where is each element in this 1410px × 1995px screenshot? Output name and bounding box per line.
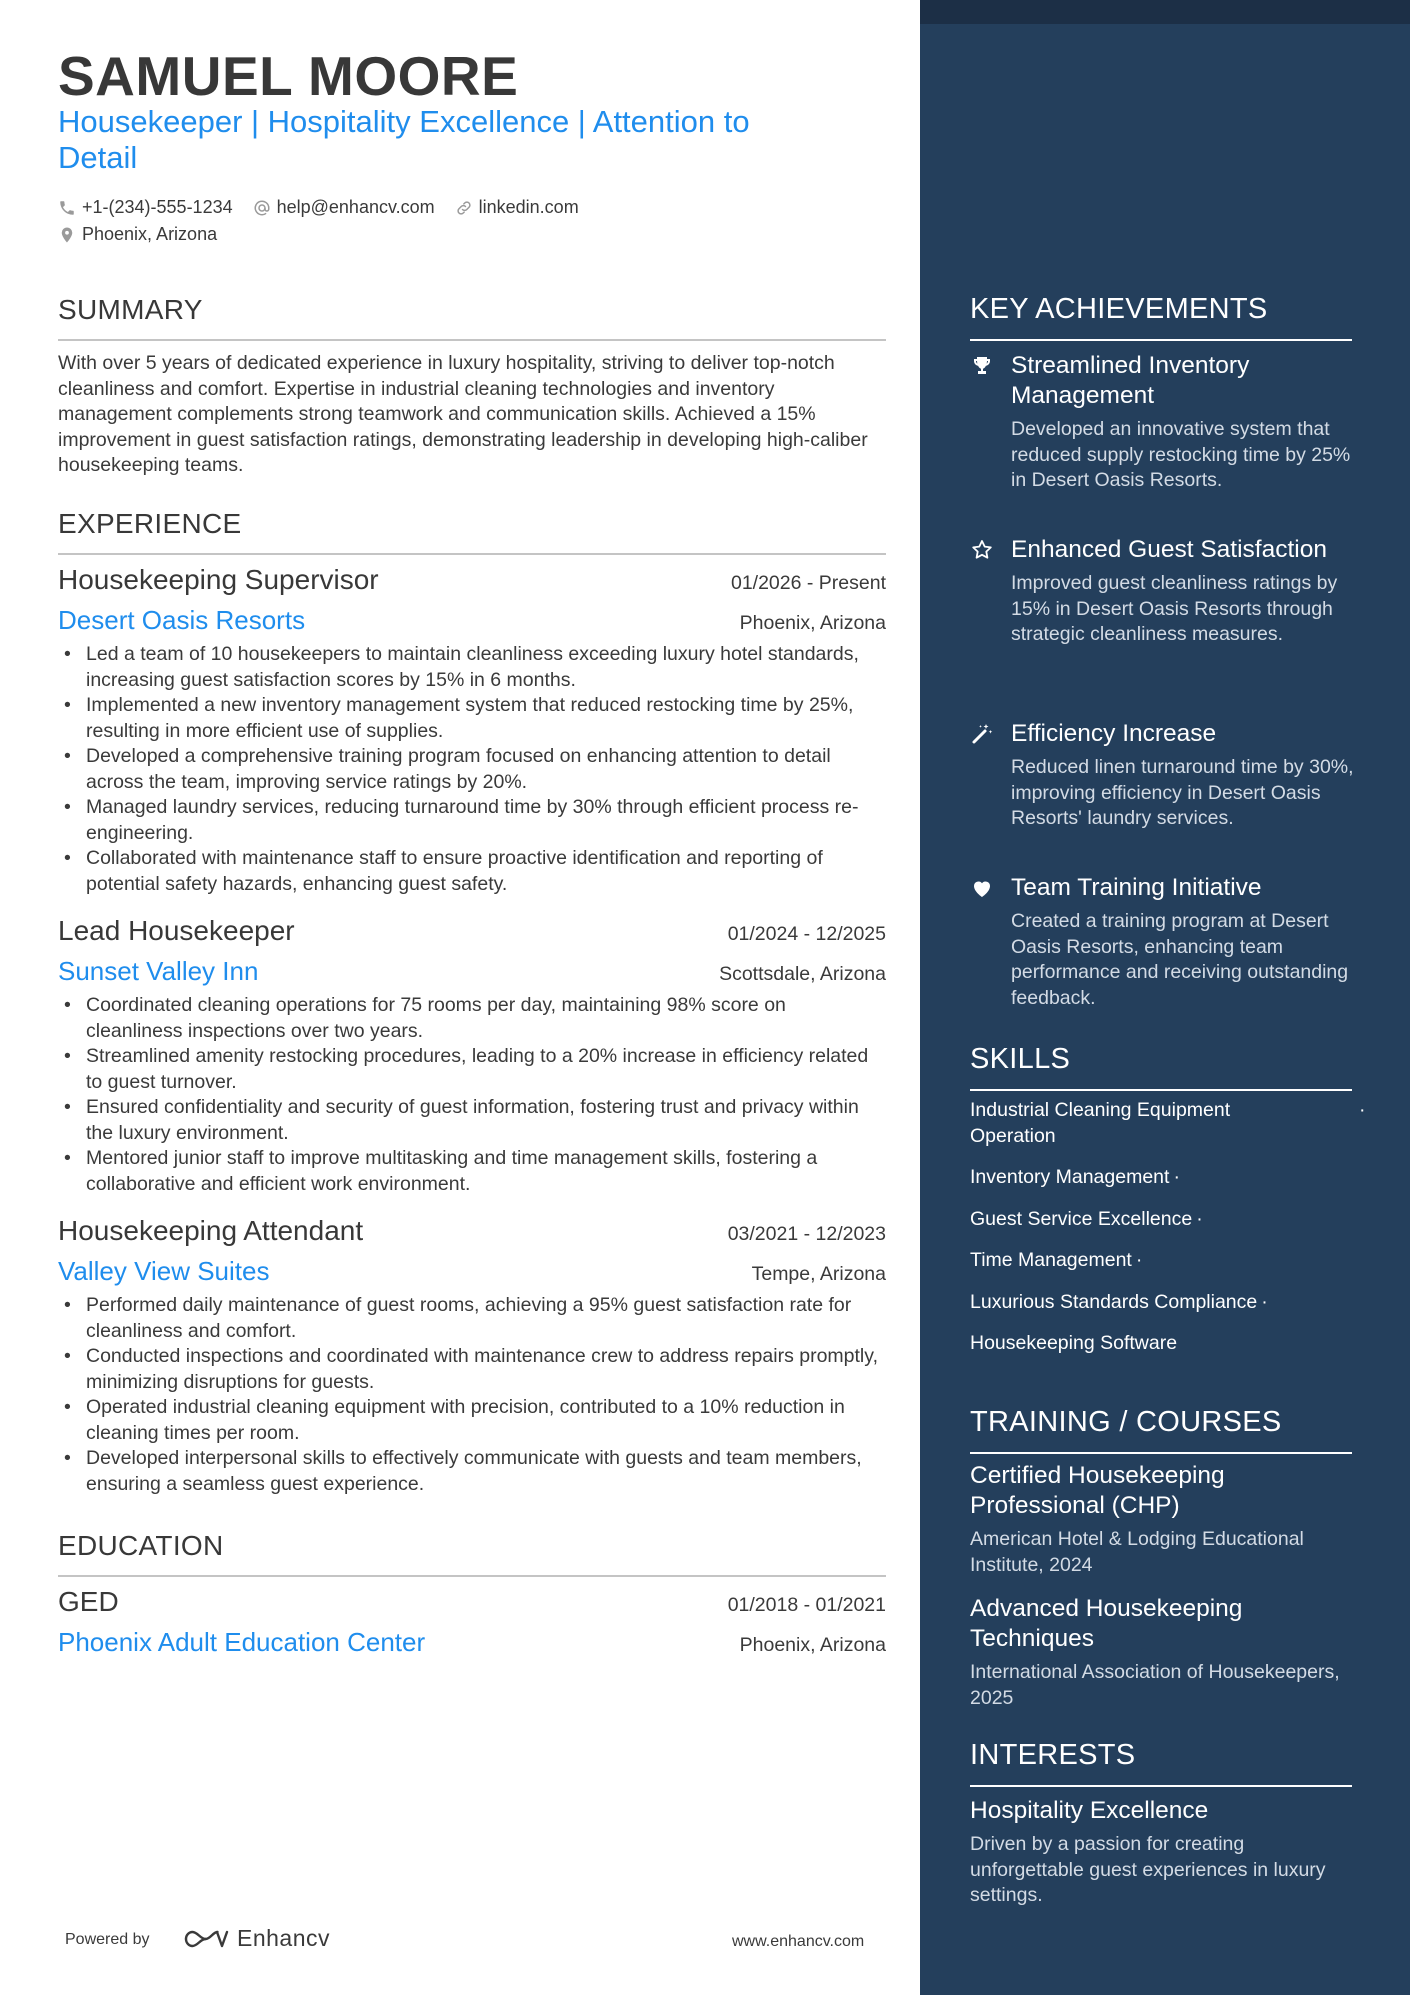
summary-divider bbox=[58, 339, 886, 341]
achievement-title: Efficiency Increase bbox=[1011, 720, 1217, 747]
headline: Housekeeper | Hospitality Excellence | Attention to Detail bbox=[58, 104, 750, 175]
achievement-desc: Improved guest cleanliness ratings by 15% in Desert Oasis Resorts through strategic cleanliness measures. bbox=[1011, 572, 1338, 645]
job-dates: 01/2026 - Present bbox=[730, 572, 886, 594]
contact-info bbox=[58, 194, 599, 248]
job-entry bbox=[58, 913, 886, 1197]
sidebar bbox=[920, 0, 1410, 1995]
skill-item bbox=[970, 1207, 1360, 1233]
skill-label: Inventory Management bbox=[970, 1166, 1170, 1188]
job-location: Scottsdale, Arizona bbox=[719, 963, 886, 985]
achievement-item bbox=[970, 873, 1360, 1011]
job-bullet: • Developed interpersonal skills to effectively communicate with guests and team members, ensuring a seamless guest experience. bbox=[58, 1446, 886, 1497]
summary-text: With over 5 years of dedicated experience in luxury hospitality, striving to deliver top-notch cleanliness and comfort. Expertise in industrial cleaning technologies and inventory management complements strong teamwork and communication skills. Achieved a 15% improvement in guest satisfaction ratings, demonstrating leadership in developing high-caliber housekeeping teams. bbox=[58, 352, 868, 476]
skill-separator: · bbox=[1359, 1099, 1366, 1121]
skills-title: SKILLS bbox=[970, 1043, 1071, 1075]
enhancv-logo-icon bbox=[183, 1928, 229, 1950]
achievement-title: Team Training Initiative bbox=[1011, 874, 1262, 901]
experience-title: EXPERIENCE bbox=[58, 508, 242, 539]
contact-email[interactable] bbox=[253, 197, 435, 218]
job-bullet: • Collaborated with maintenance staff to ensure proactive identification and reporting of potential safety hazards, enhancing guest safety. bbox=[58, 846, 886, 897]
interests-title: INTERESTS bbox=[970, 1739, 1136, 1771]
location-text: Phoenix, Arizona bbox=[82, 224, 218, 244]
at-icon bbox=[253, 199, 271, 217]
job-bullet: • Led a team of 10 housekeepers to maintain cleanliness exceeding luxury hotel standards, increasing guest satisfaction scores by 15% in 6 months. bbox=[58, 642, 886, 693]
skill-label: Luxurious Standards Compliance bbox=[970, 1290, 1258, 1313]
phone-text: +1-(234)-555-1234 bbox=[82, 197, 233, 217]
school-name[interactable]: Phoenix Adult Education Center bbox=[58, 1627, 426, 1657]
star-icon bbox=[970, 538, 994, 562]
skill-item bbox=[970, 1331, 1360, 1357]
achievements-title: KEY ACHIEVEMENTS bbox=[970, 293, 1268, 325]
job-bullet: • Operated industrial cleaning equipment with precision, contributed to a 10% reduction in cleaning times per room. bbox=[58, 1395, 886, 1446]
job-bullet: • Streamlined amenity restocking procedures, leading to a 20% increase in efficiency related to guest turnover. bbox=[58, 1044, 886, 1095]
job-location: Tempe, Arizona bbox=[751, 1263, 886, 1285]
achievement-desc: Reduced linen turnaround time by 30%, improving efficiency in Desert Oasis Resorts' laundry services. bbox=[1011, 756, 1354, 829]
education-divider bbox=[58, 1575, 886, 1577]
skill-item bbox=[970, 1248, 1360, 1274]
skill-separator: · bbox=[1173, 1166, 1180, 1188]
sidebar-top-band bbox=[920, 0, 1410, 24]
achievement-title: Streamlined Inventory Management bbox=[1011, 352, 1250, 409]
heart-icon bbox=[970, 876, 994, 900]
job-location: Phoenix, Arizona bbox=[739, 612, 886, 634]
job-entry bbox=[58, 562, 886, 897]
achievement-desc: Created a training program at Desert Oasis Resorts, enhancing team performance and receiving outstanding feedback. bbox=[1011, 910, 1349, 1009]
contact-linkedin[interactable] bbox=[455, 197, 579, 218]
skill-item bbox=[970, 1098, 1366, 1149]
job-bullet: • Coordinated cleaning operations for 75 rooms per day, maintaining 98% score on cleanliness inspections over two years. bbox=[58, 993, 886, 1044]
linkedin-text: linkedin.com bbox=[478, 197, 579, 217]
job-title: Housekeeping Supervisor bbox=[58, 564, 379, 595]
education-title: EDUCATION bbox=[58, 1530, 224, 1561]
job-bullet: • Conducted inspections and coordinated with maintenance crew to address repairs promptly, minimizing disruptions for guests. bbox=[58, 1344, 886, 1395]
skill-separator: · bbox=[1196, 1207, 1203, 1230]
enhancv-logo[interactable] bbox=[183, 1925, 330, 1952]
degree: GED bbox=[58, 1586, 119, 1617]
job-bullets bbox=[58, 993, 886, 1197]
course-title: Advanced Housekeeping Techniques bbox=[970, 1595, 1243, 1652]
phone-icon bbox=[58, 199, 76, 217]
job-bullet: • Mentored junior staff to improve multitasking and time management skills, fostering a collaborative and efficient work environment. bbox=[58, 1146, 886, 1197]
experience-divider bbox=[58, 553, 886, 555]
candidate-name: SAMUEL MOORE bbox=[58, 45, 519, 107]
interest-desc: Driven by a passion for creating unforgettable guest experiences in luxury settings. bbox=[970, 1833, 1326, 1906]
achievement-desc: Developed an innovative system that reduced supply restocking time by 25% in Desert Oasis Resorts. bbox=[1011, 418, 1351, 491]
education-entry bbox=[58, 1584, 886, 1658]
job-title: Lead Housekeeper bbox=[58, 915, 295, 946]
skill-separator: · bbox=[1261, 1290, 1268, 1313]
achievement-title: Enhanced Guest Satisfaction bbox=[1011, 536, 1327, 563]
skill-label: Guest Service Excellence bbox=[970, 1207, 1193, 1230]
location-pin-icon bbox=[58, 226, 76, 244]
job-company[interactable]: Valley View Suites bbox=[58, 1256, 270, 1286]
skill-label: Time Management bbox=[970, 1249, 1132, 1271]
email-text: help@enhancv.com bbox=[276, 197, 435, 217]
enhancv-brand: Enhancv bbox=[237, 1925, 331, 1951]
training-title: TRAINING / COURSES bbox=[970, 1406, 1282, 1438]
course-title: Certified Housekeeping Professional (CHP) bbox=[970, 1462, 1225, 1519]
job-dates: 03/2021 - 12/2023 bbox=[727, 1223, 886, 1245]
summary-title: SUMMARY bbox=[58, 294, 203, 325]
course-item bbox=[970, 1461, 1360, 1578]
skill-label: Housekeeping Software bbox=[970, 1332, 1178, 1354]
job-bullet: • Managed laundry services, reducing turnaround time by 30% through efficient process re-engineering. bbox=[58, 795, 886, 846]
training-divider bbox=[970, 1452, 1352, 1454]
interest-title: Hospitality Excellence bbox=[970, 1797, 1209, 1824]
link-icon bbox=[455, 199, 473, 217]
achievements-divider bbox=[970, 339, 1352, 341]
powered-by-label: Powered by bbox=[65, 1931, 150, 1948]
skill-item bbox=[970, 1165, 1360, 1191]
course-provider: American Hotel & Lodging Educational Institute, 2024 bbox=[970, 1528, 1304, 1576]
trophy-icon bbox=[970, 354, 994, 378]
skill-item bbox=[970, 1290, 1360, 1316]
course-item bbox=[970, 1594, 1360, 1711]
job-dates: 01/2024 - 12/2025 bbox=[727, 923, 886, 945]
job-company[interactable]: Desert Oasis Resorts bbox=[58, 605, 306, 635]
job-company[interactable]: Sunset Valley Inn bbox=[58, 956, 259, 986]
education-dates: 01/2018 - 01/2021 bbox=[727, 1594, 886, 1616]
job-bullet: • Developed a comprehensive training program focused on enhancing attention to detail across the team, improving service ratings by 20%. bbox=[58, 744, 886, 795]
magic-wand-icon bbox=[970, 722, 994, 746]
job-bullets bbox=[58, 1293, 886, 1497]
footer-url[interactable]: www.enhancv.com bbox=[732, 1933, 865, 1950]
contact-location bbox=[58, 224, 217, 245]
contact-phone[interactable] bbox=[58, 197, 233, 218]
job-bullets bbox=[58, 642, 886, 897]
skill-separator: · bbox=[1135, 1249, 1143, 1271]
interest-item bbox=[970, 1796, 1360, 1909]
course-provider: International Association of Housekeepers, 2025 bbox=[970, 1661, 1340, 1709]
job-bullet: • Ensured confidentiality and security of guest information, fostering trust and privacy within the luxury environment. bbox=[58, 1095, 886, 1146]
skill-label: Industrial Cleaning Equipment Operation bbox=[970, 1099, 1231, 1147]
school-location: Phoenix, Arizona bbox=[739, 1634, 886, 1656]
job-bullet: • Implemented a new inventory management system that reduced restocking time by 25%, resulting in more efficient use of supplies. bbox=[58, 693, 886, 744]
achievement-item bbox=[970, 351, 1360, 494]
achievement-item bbox=[970, 719, 1360, 832]
job-bullet: • Performed daily maintenance of guest rooms, achieving a 95% guest satisfaction rate for cleanliness and comfort. bbox=[58, 1293, 886, 1344]
skills-divider bbox=[970, 1089, 1352, 1091]
achievement-item bbox=[970, 535, 1360, 648]
skills-list bbox=[970, 1098, 1366, 1373]
job-entry bbox=[58, 1213, 886, 1497]
job-title: Housekeeping Attendant bbox=[58, 1215, 364, 1246]
interests-divider bbox=[970, 1785, 1352, 1787]
